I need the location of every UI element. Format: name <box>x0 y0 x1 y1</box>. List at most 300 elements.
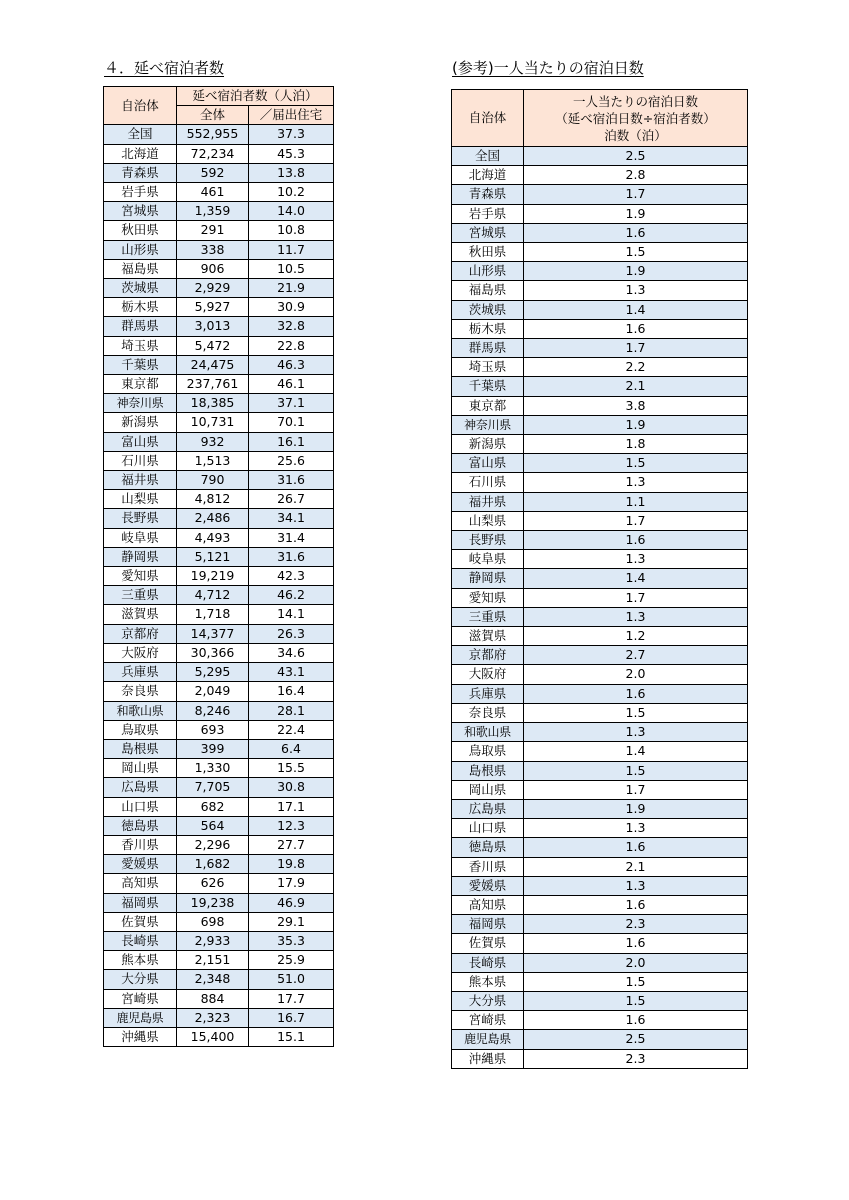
municipality-cell: 山形県 <box>452 262 524 281</box>
total-cell: 693 <box>177 720 249 739</box>
municipality-cell: 岐阜県 <box>452 550 524 569</box>
municipality-cell: 北海道 <box>452 166 524 185</box>
total-cell: 2,296 <box>177 835 249 854</box>
header-line-3: 泊数（泊） <box>604 127 667 143</box>
per-house-cell: 10.5 <box>249 259 334 278</box>
table-row <box>104 912 334 931</box>
table-row <box>452 204 748 223</box>
total-cell: 5,472 <box>177 336 249 355</box>
per-house-cell: 29.1 <box>249 912 334 931</box>
table-row <box>452 1049 748 1068</box>
per-house-cell: 35.3 <box>249 931 334 950</box>
table-row <box>452 223 748 242</box>
nights-cell: 2.5 <box>524 1030 748 1049</box>
nights-cell: 2.3 <box>524 1049 748 1068</box>
table-row <box>104 778 334 797</box>
table-row <box>452 185 748 204</box>
per-house-cell: 34.1 <box>249 509 334 528</box>
table-row <box>104 490 334 509</box>
nights-cell: 1.3 <box>524 550 748 569</box>
municipality-cell: 愛媛県 <box>104 855 177 874</box>
nights-cell: 1.6 <box>524 1011 748 1030</box>
table-row <box>104 663 334 682</box>
per-house-cell: 25.6 <box>249 451 334 470</box>
municipality-cell: 三重県 <box>104 586 177 605</box>
header-total: 全体 <box>177 106 249 125</box>
table-row <box>104 509 334 528</box>
per-house-cell: 6.4 <box>249 739 334 758</box>
municipality-cell: 京都府 <box>452 646 524 665</box>
municipality-cell: 長野県 <box>452 531 524 550</box>
table-row <box>104 202 334 221</box>
total-cell: 5,121 <box>177 547 249 566</box>
table-row <box>452 454 748 473</box>
municipality-cell: 群馬県 <box>104 317 177 336</box>
municipality-cell: 佐賀県 <box>104 912 177 931</box>
municipality-cell: 鹿児島県 <box>452 1030 524 1049</box>
municipality-cell: 徳島県 <box>104 816 177 835</box>
municipality-cell: 徳島県 <box>452 838 524 857</box>
table-row <box>452 627 748 646</box>
per-house-cell: 42.3 <box>249 567 334 586</box>
municipality-cell: 奈良県 <box>452 703 524 722</box>
table-row <box>104 893 334 912</box>
left-section-title: ４．延べ宿泊者数 <box>104 59 225 77</box>
municipality-cell: 京都府 <box>104 624 177 643</box>
per-house-cell: 43.1 <box>249 663 334 682</box>
nights-cell: 1.5 <box>524 703 748 722</box>
municipality-cell: 青森県 <box>452 185 524 204</box>
per-house-cell: 70.1 <box>249 413 334 432</box>
per-house-cell: 13.8 <box>249 163 334 182</box>
municipality-cell: 東京都 <box>104 375 177 394</box>
total-cell: 626 <box>177 874 249 893</box>
total-cell: 399 <box>177 739 249 758</box>
table-row <box>452 1030 748 1049</box>
nights-cell: 2.2 <box>524 358 748 377</box>
table-row <box>104 432 334 451</box>
total-cell: 790 <box>177 471 249 490</box>
per-house-cell: 45.3 <box>249 144 334 163</box>
municipality-cell: 香川県 <box>104 835 177 854</box>
municipality-cell: 山口県 <box>104 797 177 816</box>
nights-cell: 1.6 <box>524 531 748 550</box>
total-cell: 698 <box>177 912 249 931</box>
per-house-cell: 12.3 <box>249 816 334 835</box>
nights-per-person-body <box>452 147 748 1069</box>
municipality-cell: 三重県 <box>452 607 524 626</box>
nights-cell: 1.4 <box>524 300 748 319</box>
nights-cell: 2.1 <box>524 377 748 396</box>
table-row <box>452 799 748 818</box>
total-cell: 906 <box>177 259 249 278</box>
total-cell: 592 <box>177 163 249 182</box>
total-cell: 2,049 <box>177 682 249 701</box>
table-row <box>104 413 334 432</box>
municipality-cell: 和歌山県 <box>452 723 524 742</box>
municipality-cell: 富山県 <box>452 454 524 473</box>
table-row <box>452 569 748 588</box>
table-row <box>104 605 334 624</box>
municipality-cell: 和歌山県 <box>104 701 177 720</box>
municipality-cell: 広島県 <box>452 799 524 818</box>
municipality-cell: 兵庫県 <box>452 684 524 703</box>
table-row <box>452 646 748 665</box>
table-row <box>452 588 748 607</box>
total-cell: 552,955 <box>177 125 249 144</box>
table-row <box>104 816 334 835</box>
municipality-cell: 長野県 <box>104 509 177 528</box>
municipality-cell: 山梨県 <box>452 511 524 530</box>
table-row <box>452 243 748 262</box>
municipality-cell: 大阪府 <box>452 665 524 684</box>
table-row <box>104 989 334 1008</box>
table-row <box>452 895 748 914</box>
table-row <box>452 281 748 300</box>
table-row <box>104 355 334 374</box>
per-house-cell: 46.3 <box>249 355 334 374</box>
nights-cell: 1.1 <box>524 492 748 511</box>
municipality-cell: 群馬県 <box>452 339 524 358</box>
nights-cell: 1.6 <box>524 319 748 338</box>
nights-cell: 2.0 <box>524 953 748 972</box>
nights-cell: 1.7 <box>524 588 748 607</box>
municipality-cell: 茨城県 <box>104 279 177 298</box>
table-row <box>104 279 334 298</box>
municipality-cell: 宮崎県 <box>104 989 177 1008</box>
table-row <box>452 684 748 703</box>
municipality-cell: 熊本県 <box>452 972 524 991</box>
table-row <box>104 567 334 586</box>
total-cell: 18,385 <box>177 394 249 413</box>
table-row <box>452 319 748 338</box>
municipality-cell: 静岡県 <box>452 569 524 588</box>
total-cell: 30,366 <box>177 643 249 662</box>
table-row <box>452 550 748 569</box>
nights-cell: 1.6 <box>524 684 748 703</box>
guest-nights-body <box>104 125 334 1047</box>
municipality-cell: 石川県 <box>452 473 524 492</box>
municipality-cell: 岩手県 <box>452 204 524 223</box>
municipality-cell: 岩手県 <box>104 183 177 202</box>
per-house-cell: 46.2 <box>249 586 334 605</box>
nights-cell: 1.3 <box>524 281 748 300</box>
municipality-cell: 長崎県 <box>452 953 524 972</box>
nights-cell: 2.8 <box>524 166 748 185</box>
total-cell: 884 <box>177 989 249 1008</box>
total-cell: 2,933 <box>177 931 249 950</box>
municipality-cell: 大分県 <box>104 970 177 989</box>
header-line-1: 一人当たりの宿泊日数 <box>572 93 698 109</box>
municipality-cell: 富山県 <box>104 432 177 451</box>
total-cell: 2,151 <box>177 951 249 970</box>
municipality-cell: 愛媛県 <box>452 876 524 895</box>
municipality-cell: 香川県 <box>452 857 524 876</box>
guest-nights-table <box>103 86 334 1047</box>
per-house-cell: 25.9 <box>249 951 334 970</box>
municipality-cell: 福島県 <box>104 259 177 278</box>
municipality-cell: 愛知県 <box>104 567 177 586</box>
table-row <box>452 780 748 799</box>
total-cell: 291 <box>177 221 249 240</box>
municipality-cell: 新潟県 <box>452 435 524 454</box>
nights-cell: 1.5 <box>524 454 748 473</box>
header-municipality: 自治体 <box>104 87 177 125</box>
per-house-cell: 16.4 <box>249 682 334 701</box>
per-house-cell: 17.1 <box>249 797 334 816</box>
nights-cell: 2.1 <box>524 857 748 876</box>
per-house-cell: 17.7 <box>249 989 334 1008</box>
per-house-cell: 31.6 <box>249 547 334 566</box>
total-cell: 14,377 <box>177 624 249 643</box>
per-house-cell: 22.8 <box>249 336 334 355</box>
nights-cell: 1.9 <box>524 204 748 223</box>
total-cell: 1,359 <box>177 202 249 221</box>
table-row <box>104 183 334 202</box>
table-row <box>452 531 748 550</box>
table-row <box>452 972 748 991</box>
table-row <box>104 471 334 490</box>
table-row <box>452 819 748 838</box>
municipality-cell: 福井県 <box>104 471 177 490</box>
table-row <box>452 339 748 358</box>
municipality-cell: 秋田県 <box>452 243 524 262</box>
total-cell: 1,682 <box>177 855 249 874</box>
table-row <box>452 761 748 780</box>
table-row <box>104 682 334 701</box>
nights-cell: 1.9 <box>524 415 748 434</box>
per-house-cell: 15.5 <box>249 759 334 778</box>
per-house-cell: 15.1 <box>249 1027 334 1046</box>
municipality-cell: 高知県 <box>104 874 177 893</box>
table-row <box>104 797 334 816</box>
total-cell: 2,348 <box>177 970 249 989</box>
nights-cell: 1.4 <box>524 569 748 588</box>
nights-cell: 1.6 <box>524 934 748 953</box>
table-row <box>452 857 748 876</box>
nights-cell: 1.7 <box>524 185 748 204</box>
total-cell: 8,246 <box>177 701 249 720</box>
municipality-cell: 全国 <box>104 125 177 144</box>
municipality-cell: 広島県 <box>104 778 177 797</box>
municipality-cell: 岡山県 <box>452 780 524 799</box>
per-house-cell: 51.0 <box>249 970 334 989</box>
municipality-cell: 鳥取県 <box>452 742 524 761</box>
per-house-cell: 31.4 <box>249 528 334 547</box>
nights-cell: 1.5 <box>524 761 748 780</box>
table-row <box>104 163 334 182</box>
table-row <box>452 742 748 761</box>
table-row <box>104 1027 334 1046</box>
total-cell: 461 <box>177 183 249 202</box>
municipality-cell: 埼玉県 <box>452 358 524 377</box>
table-row <box>104 298 334 317</box>
per-house-cell: 26.7 <box>249 490 334 509</box>
total-cell: 3,013 <box>177 317 249 336</box>
per-house-cell: 19.8 <box>249 855 334 874</box>
table-row <box>452 934 748 953</box>
table-row <box>104 528 334 547</box>
table-row <box>452 358 748 377</box>
municipality-cell: 石川県 <box>104 451 177 470</box>
total-cell: 338 <box>177 240 249 259</box>
table-row <box>452 915 748 934</box>
municipality-cell: 福島県 <box>452 281 524 300</box>
municipality-cell: 鹿児島県 <box>104 1008 177 1027</box>
municipality-cell: 大分県 <box>452 991 524 1010</box>
total-cell: 4,812 <box>177 490 249 509</box>
municipality-cell: 高知県 <box>452 895 524 914</box>
municipality-cell: 静岡県 <box>104 547 177 566</box>
nights-cell: 1.6 <box>524 895 748 914</box>
right-section-title: (参考)一人当たりの宿泊日数 <box>452 59 644 77</box>
nights-cell: 2.3 <box>524 915 748 934</box>
table-row <box>104 931 334 950</box>
table-row <box>104 720 334 739</box>
municipality-cell: 秋田県 <box>104 221 177 240</box>
municipality-cell: 千葉県 <box>452 377 524 396</box>
total-cell: 4,493 <box>177 528 249 547</box>
total-cell: 2,929 <box>177 279 249 298</box>
per-house-cell: 30.8 <box>249 778 334 797</box>
table-row <box>104 1008 334 1027</box>
per-house-cell: 22.4 <box>249 720 334 739</box>
header-guest-nights: 延べ宿泊者数（人泊） <box>177 87 334 106</box>
nights-cell: 1.7 <box>524 780 748 799</box>
per-house-cell: 21.9 <box>249 279 334 298</box>
per-house-cell: 14.1 <box>249 605 334 624</box>
municipality-cell: 岡山県 <box>104 759 177 778</box>
per-house-cell: 10.2 <box>249 183 334 202</box>
nights-cell: 1.3 <box>524 607 748 626</box>
municipality-cell: 全国 <box>452 147 524 166</box>
municipality-cell: 愛知県 <box>452 588 524 607</box>
municipality-cell: 東京都 <box>452 396 524 415</box>
table-row <box>104 144 334 163</box>
municipality-cell: 滋賀県 <box>452 627 524 646</box>
header-nights-per-person <box>524 90 748 147</box>
municipality-cell: 兵庫県 <box>104 663 177 682</box>
per-house-cell: 32.8 <box>249 317 334 336</box>
total-cell: 682 <box>177 797 249 816</box>
municipality-cell: 千葉県 <box>104 355 177 374</box>
table-row <box>104 624 334 643</box>
header-line-2: （延べ宿泊日数÷宿泊者数） <box>555 110 716 126</box>
total-cell: 1,718 <box>177 605 249 624</box>
per-house-cell: 27.7 <box>249 835 334 854</box>
municipality-cell: 島根県 <box>104 739 177 758</box>
total-cell: 1,513 <box>177 451 249 470</box>
municipality-cell: 佐賀県 <box>452 934 524 953</box>
municipality-cell: 山口県 <box>452 819 524 838</box>
total-cell: 5,927 <box>177 298 249 317</box>
per-house-cell: 46.1 <box>249 375 334 394</box>
nights-cell: 1.6 <box>524 223 748 242</box>
per-house-cell: 30.9 <box>249 298 334 317</box>
municipality-cell: 長崎県 <box>104 931 177 950</box>
nights-cell: 1.7 <box>524 511 748 530</box>
municipality-cell: 宮崎県 <box>452 1011 524 1030</box>
header-municipality-label: 自治体 <box>468 110 507 125</box>
table-row <box>452 262 748 281</box>
municipality-cell: 福岡県 <box>452 915 524 934</box>
nights-cell: 1.4 <box>524 742 748 761</box>
nights-cell: 1.3 <box>524 819 748 838</box>
municipality-cell: 大阪府 <box>104 643 177 662</box>
table-row <box>104 451 334 470</box>
per-house-cell: 17.9 <box>249 874 334 893</box>
nights-cell: 2.7 <box>524 646 748 665</box>
municipality-cell: 福岡県 <box>104 893 177 912</box>
municipality-cell: 茨城県 <box>452 300 524 319</box>
per-house-cell: 11.7 <box>249 240 334 259</box>
per-house-cell: 26.3 <box>249 624 334 643</box>
municipality-cell: 新潟県 <box>104 413 177 432</box>
municipality-cell: 沖縄県 <box>452 1049 524 1068</box>
table-row <box>452 377 748 396</box>
nights-cell: 1.8 <box>524 435 748 454</box>
table-row <box>452 166 748 185</box>
nights-cell: 1.3 <box>524 473 748 492</box>
table-row <box>104 375 334 394</box>
per-house-cell: 16.1 <box>249 432 334 451</box>
table-row <box>104 125 334 144</box>
municipality-cell: 山梨県 <box>104 490 177 509</box>
municipality-cell: 滋賀県 <box>104 605 177 624</box>
per-house-cell: 10.8 <box>249 221 334 240</box>
table-row <box>452 300 748 319</box>
total-cell: 15,400 <box>177 1027 249 1046</box>
table-row <box>104 643 334 662</box>
table-row <box>104 336 334 355</box>
total-cell: 564 <box>177 816 249 835</box>
per-house-cell: 34.6 <box>249 643 334 662</box>
nights-cell: 3.8 <box>524 396 748 415</box>
total-cell: 24,475 <box>177 355 249 374</box>
nights-cell: 1.3 <box>524 723 748 742</box>
table-row <box>104 855 334 874</box>
table-row <box>104 547 334 566</box>
municipality-cell: 北海道 <box>104 144 177 163</box>
table-row <box>452 723 748 742</box>
municipality-cell: 鳥取県 <box>104 720 177 739</box>
nights-cell: 1.2 <box>524 627 748 646</box>
nights-cell: 1.7 <box>524 339 748 358</box>
total-cell: 19,219 <box>177 567 249 586</box>
table-row <box>452 492 748 511</box>
table-row <box>104 970 334 989</box>
header-municipality <box>452 90 524 147</box>
total-cell: 2,486 <box>177 509 249 528</box>
table-row <box>104 701 334 720</box>
nights-cell: 2.5 <box>524 147 748 166</box>
header-per-house: ／届出住宅 <box>249 106 334 125</box>
per-house-cell: 46.9 <box>249 893 334 912</box>
municipality-cell: 熊本県 <box>104 951 177 970</box>
table-row <box>452 991 748 1010</box>
municipality-cell: 山形県 <box>104 240 177 259</box>
per-house-cell: 16.7 <box>249 1008 334 1027</box>
nights-cell: 1.9 <box>524 799 748 818</box>
table-row <box>452 511 748 530</box>
total-cell: 72,234 <box>177 144 249 163</box>
table-row <box>104 317 334 336</box>
table-row <box>104 835 334 854</box>
nights-cell: 1.5 <box>524 991 748 1010</box>
per-house-cell: 28.1 <box>249 701 334 720</box>
total-cell: 5,295 <box>177 663 249 682</box>
per-house-cell: 37.3 <box>249 125 334 144</box>
